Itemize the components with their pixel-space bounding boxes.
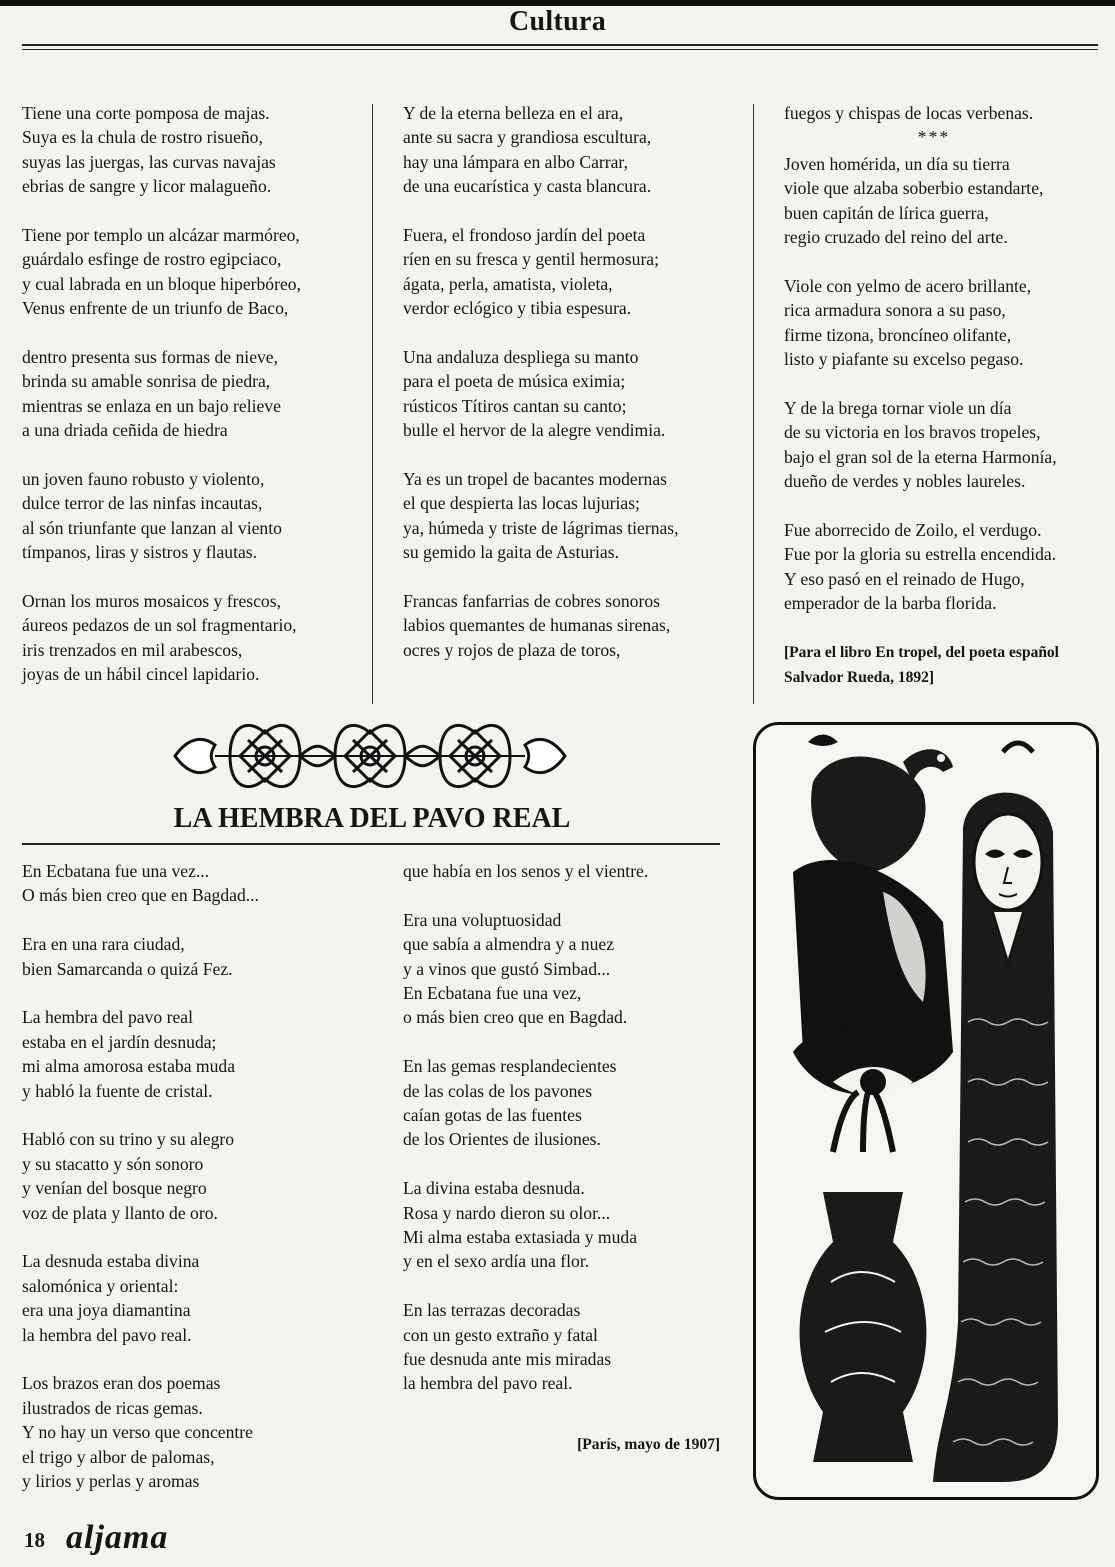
stanza [403, 101, 743, 199]
book-title: En tropel [875, 643, 938, 661]
verse-line: En Ecbatana fue una vez, [403, 983, 582, 1004]
stanza [22, 932, 367, 981]
stanza [403, 467, 743, 565]
verse-line: joyas de un hábil cincel lapidario. [22, 664, 260, 685]
verse-line: Ya es un tropel de bacantes modernas [403, 469, 668, 490]
stanza [784, 518, 1104, 616]
verse-line: Venus enfrente de un triunfo de Baco, [22, 298, 289, 319]
stanza [784, 396, 1104, 494]
verse-line: caían gotas de las fuentes [403, 1105, 582, 1126]
verse-line: Los brazos eran dos poemas [22, 1373, 221, 1394]
verse-line: ocres y rojos de plaza de toros, [403, 639, 621, 660]
verse-line: ante su sacra y grandiosa escultura, [403, 127, 652, 148]
verse-line: Era en una rara ciudad, [22, 934, 185, 955]
stanza [403, 1054, 723, 1152]
verse-line: Y no hay un verso que concentre [22, 1422, 253, 1443]
verse-line: voz de plata y llanto de oro. [22, 1202, 218, 1223]
verse-line: fue desnuda ante mis miradas [403, 1349, 612, 1370]
verse-line: guárdalo esfinge de rostro egipciaco, [22, 249, 282, 270]
stanza [22, 1127, 367, 1225]
verse-line: Viole con yelmo de acero brillante, [784, 275, 1032, 296]
stanza [403, 589, 743, 662]
verse-line: rica armadura sonora a su paso, [784, 300, 1006, 321]
verse-line: ebrias de sangre y licor malagueño. [22, 176, 272, 197]
verse-line: suyas las juergas, las curvas navajas [22, 151, 276, 172]
stanza-separator: *** [917, 127, 951, 148]
verse-line: salomónica y oriental: [22, 1275, 179, 1296]
stanza [403, 859, 723, 883]
poem1-column-1 [22, 101, 367, 711]
stanza [403, 908, 723, 1030]
column-divider-1 [372, 104, 373, 704]
verse-line: dulce terror de las ninfas incautas, [22, 493, 263, 514]
header-rule-top [22, 44, 1098, 46]
verse-line: y cual labrada en un bloque hiperbóreo, [22, 273, 301, 294]
verse-line: el trigo y albor de palomas, [22, 1446, 215, 1467]
verse-line: bien Samarcanda o quizá Fez. [22, 958, 233, 979]
verse-line: de una eucarística y casta blancura. [403, 176, 652, 197]
verse-line: hay una lámpara en albo Carrar, [403, 151, 628, 172]
celtic-knot-ornament [170, 715, 570, 797]
poem1-column-3 [784, 101, 1104, 690]
stanza [22, 1371, 367, 1493]
verse-line: bajo el gran sol de la eterna Harmonía, [784, 446, 1057, 467]
verse-line: que sabía a almendra y a nuez [403, 934, 615, 955]
verse-line: y venían del bosque negro [22, 1178, 207, 1199]
stanza [22, 345, 367, 443]
verse-line: que había en los senos y el vientre. [403, 861, 649, 881]
verse-line: fuegos y chispas de locas verbenas. [784, 103, 1034, 123]
verse-line: En las terrazas decoradas [403, 1300, 581, 1321]
verse-line: bulle el hervor de la alegre vendimia. [403, 420, 666, 441]
verse-line: Suya es la chula de rostro risueño, [22, 127, 263, 148]
poem1-footnote: [Para el libro En tropel, del poeta español Salvador Rueda, 1892] [784, 643, 1059, 686]
verse-line: tímpanos, liras y sistros y flautas. [22, 542, 258, 563]
verse-line: Tiene por templo un alcázar marmóreo, [22, 225, 300, 246]
stanza [403, 1176, 723, 1274]
verse-line: Fue por la gloria su estrella encendida. [784, 544, 1057, 565]
verse-line: dentro presenta sus formas de nieve, [22, 347, 279, 368]
stanza [784, 274, 1104, 372]
verse-line: Fuera, el frondoso jardín del poeta [403, 225, 646, 246]
verse-line: La hembra del pavo real [22, 1007, 193, 1028]
verse-line: O más bien creo que en Bagdad... [22, 885, 259, 906]
poem2-column-2 [403, 859, 723, 1420]
magazine-logo: aljama [66, 1519, 169, 1556]
verse-line: buen capitán de lírica guerra, [784, 202, 989, 223]
header-rule-bottom [22, 49, 1098, 50]
verse-line: ya, húmeda y triste de lágrimas tiernas, [403, 517, 679, 538]
verse-line: al són triunfante que lanzan al viento [22, 517, 282, 538]
stanza [403, 1298, 723, 1396]
stanza [22, 1249, 367, 1347]
verse-line: y en el sexo ardía una flor. [403, 1251, 590, 1272]
verse-line: Joven homérida, un día su tierra [784, 153, 1010, 174]
verse-line: de los Orientes de ilusiones. [403, 1129, 601, 1150]
verse-line: era una joya diamantina [22, 1300, 191, 1321]
verse-line: ágata, perla, amatista, violeta, [403, 273, 613, 294]
verse-line: Una andaluza despliega su manto [403, 347, 639, 368]
column-divider-2 [753, 104, 754, 704]
verse-line: Y eso pasó en el reinado de Hugo, [784, 568, 1025, 589]
verse-line: mi alma amorosa estaba muda [22, 1056, 236, 1077]
verse-line: la hembra del pavo real. [403, 1373, 573, 1394]
verse-line: La divina estaba desnuda. [403, 1178, 585, 1199]
verse-line: La desnuda estaba divina [22, 1251, 200, 1272]
verse-line: firme tizona, broncíneo olifante, [784, 324, 1012, 345]
verse-line: y habló la fuente de cristal. [22, 1080, 213, 1101]
verse-line: y lirios y perlas y aromas [22, 1471, 200, 1492]
verse-line: ríen en su fresca y gentil hermosura; [403, 249, 659, 270]
poem2-title: LA HEMBRA DEL PAVO REAL [173, 803, 571, 834]
verse-line: viole que alzaba soberbio estandarte, [784, 178, 1044, 199]
stanza [22, 101, 367, 199]
verse-line: iris trenzados en mil arabescos, [22, 639, 243, 660]
verse-line: verdor eclógico y tibia espesura. [403, 298, 632, 319]
verse-line: regio cruzado del reino del arte. [784, 227, 1008, 248]
verse-line: su gemido la gaita de Asturias. [403, 542, 619, 563]
verse-line: Rosa y nardo dieron su olor... [403, 1202, 611, 1223]
verse-line: y a vinos que gustó Simbad... [403, 958, 611, 979]
verse-line: Mi alma estaba extasiada y muda [403, 1227, 638, 1248]
verse-line: Francas fanfarrias de cobres sonoros [403, 591, 660, 612]
verse-line: En Ecbatana fue una vez... [22, 861, 210, 881]
verse-line: ilustrados de ricas gemas. [22, 1397, 203, 1418]
verse-line: áureos pedazos de un sol fragmentario, [22, 615, 297, 636]
verse-line: labios quemantes de humanas sirenas, [403, 615, 671, 636]
verse-line: dueño de verdes y nobles laureles. [784, 471, 1026, 492]
verse-line: listo y piafante su excelso pegaso. [784, 349, 1024, 370]
verse-line: mientras se enlaza en un bajo relieve [22, 395, 281, 416]
verse-line: Ornan los muros mosaicos y frescos, [22, 591, 281, 612]
verse-line: Fue aborrecido de Zoilo, el verdugo. [784, 519, 1042, 540]
poem2-title-rule [22, 843, 720, 845]
poem2-dateline: [París, mayo de 1907] [577, 1436, 720, 1453]
stanza [22, 859, 367, 908]
stanza [22, 467, 367, 565]
verse-line: de su victoria en los bravos tropeles, [784, 422, 1041, 443]
verse-line: y su stacatto y són sonoro [22, 1153, 204, 1174]
verse-line: Era una voluptuosidad [403, 909, 562, 930]
verse-line: Y de la eterna belleza en el ara, [403, 103, 624, 123]
verse-line: el que despierta las locas lujurias; [403, 493, 640, 514]
verse-line: En las gemas resplandecientes [403, 1056, 617, 1077]
stanza [22, 589, 367, 687]
verse-line: un joven fauno robusto y violento, [22, 469, 265, 490]
stanza [22, 223, 367, 321]
verse-line: a una driada ceñida de hiedra [22, 420, 228, 441]
verse-line: rústicos Títiros cantan su canto; [403, 395, 627, 416]
stanza [22, 1005, 367, 1103]
verse-line: emperador de la barba florida. [784, 593, 997, 614]
verse-line: de las colas de los pavones [403, 1080, 593, 1101]
verse-line: la hembra del pavo real. [22, 1324, 192, 1345]
stanza [784, 152, 1104, 250]
page-number: 18 [24, 1528, 45, 1552]
verse-line: o más bien creo que en Bagdad. [403, 1007, 628, 1028]
stanza [403, 223, 743, 321]
verse-line: con un gesto extraño y fatal [403, 1324, 598, 1345]
verse-line: Y de la brega tornar viole un día [784, 397, 1012, 418]
verse-line: estaba en el jardín desnuda; [22, 1031, 217, 1052]
poem1-column-2 [403, 101, 743, 687]
verse-line: Habló con su trino y su alegro [22, 1129, 235, 1150]
poem2-column-1 [22, 859, 367, 1518]
woman-peacock-illustration [753, 722, 1099, 1500]
verse-line: para el poeta de música eximia; [403, 371, 626, 392]
section-title: Cultura [509, 6, 606, 37]
stanza [403, 345, 743, 443]
verse-line: Tiene una corte pomposa de majas. [22, 103, 270, 123]
verse-line: brinda su amable sonrisa de piedra, [22, 371, 271, 392]
